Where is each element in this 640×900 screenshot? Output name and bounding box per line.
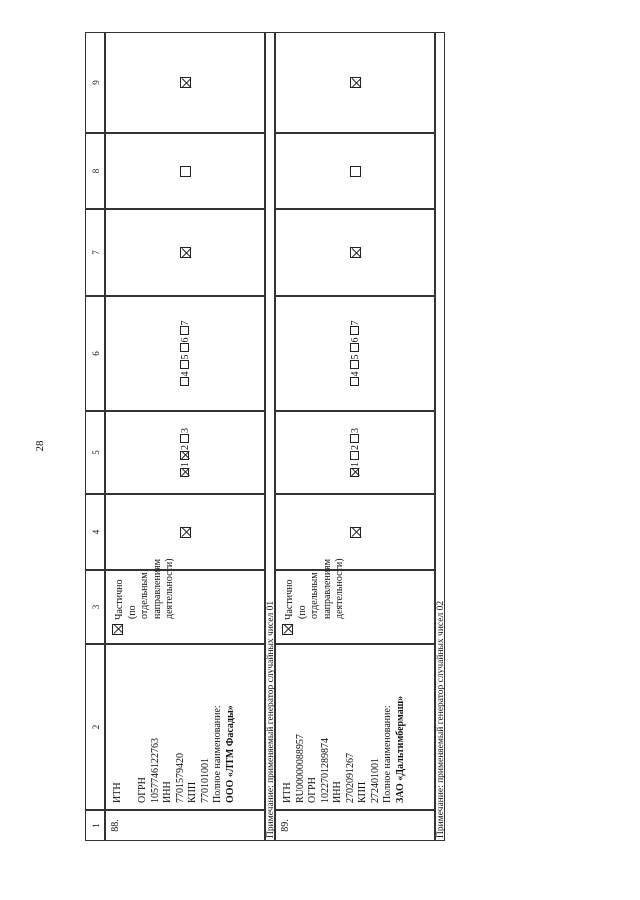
organization-info-line: ИНН — [162, 781, 173, 803]
checkbox-unchecked — [350, 344, 359, 353]
checkbox-checked — [180, 451, 189, 460]
option-label: 4 — [349, 371, 361, 377]
scope-status-detail: (по — [126, 605, 138, 619]
column-5-cell — [105, 411, 265, 494]
column-header-8: 8 — [85, 133, 105, 209]
checkbox-unchecked — [350, 166, 361, 177]
checkbox-checked — [350, 527, 361, 538]
page-number: 28 — [34, 440, 46, 452]
option-3 — [350, 428, 361, 443]
column-header-4: 4 — [85, 494, 105, 570]
column-header-3: 3 — [85, 570, 105, 644]
column-7-cell — [105, 209, 265, 296]
scope-status-line — [112, 575, 127, 635]
organization-info-line: ОГРН — [307, 777, 318, 803]
organization-info-cell — [275, 644, 435, 810]
scope-status-cell — [275, 558, 435, 644]
scope-status-detail: деятельности) — [164, 558, 175, 619]
option-label: 1 — [179, 462, 191, 467]
column-header-1: 1 — [85, 810, 105, 841]
option-label: 6 — [349, 337, 361, 343]
row-number-cell — [275, 810, 435, 841]
option-7 — [180, 321, 191, 336]
column-8-cell — [105, 133, 265, 209]
checkbox-unchecked — [350, 434, 359, 443]
organization-info-line: ИТН — [112, 782, 123, 803]
checkbox-unchecked — [180, 327, 189, 336]
checkbox-unchecked — [180, 434, 189, 443]
organization-info-line: 1057746122763 — [149, 738, 161, 803]
row-number: 89. — [280, 819, 291, 832]
option-6 — [180, 338, 191, 353]
organization-info-line: 770101001 — [199, 758, 211, 803]
checkbox-unchecked — [180, 378, 189, 387]
column-header-7: 7 — [85, 209, 105, 296]
organization-info-line: КПП — [357, 781, 368, 803]
option-label: 2 — [179, 445, 191, 450]
scope-status-detail: (по — [296, 605, 308, 619]
option-label: 3 — [349, 428, 361, 433]
column-8-cell — [275, 133, 435, 209]
organization-info-line: Полное наименование: — [212, 705, 223, 803]
checkbox-checked — [112, 624, 123, 635]
row-note: Примечание: применяемый генератор случайных чисел 01 — [265, 32, 275, 841]
checkbox-unchecked — [350, 327, 359, 336]
organization-info-line: ОГРН — [137, 777, 148, 803]
scope-status-cell — [105, 558, 265, 644]
option-label: 7 — [179, 320, 191, 326]
scope-status-detail: отдельным — [309, 572, 320, 619]
checkbox-unchecked — [350, 378, 359, 387]
option-3 — [180, 428, 191, 443]
checkbox-checked — [180, 527, 191, 538]
option-label: 3 — [179, 428, 191, 433]
option-1 — [350, 462, 361, 477]
option-label: 5 — [349, 354, 361, 360]
option-label: 5 — [179, 354, 191, 360]
registry-table-body — [85, 32, 465, 841]
column-9-cell — [275, 32, 435, 133]
option-1 — [180, 462, 191, 477]
checkbox-checked — [350, 248, 361, 259]
checkbox-checked — [180, 468, 189, 477]
option-2 — [350, 445, 361, 460]
column-header-9: 9 — [85, 32, 105, 133]
scope-status-label: Частично — [284, 579, 295, 620]
column-7-cell — [275, 209, 435, 296]
option-4 — [350, 372, 361, 387]
option-label: 1 — [349, 462, 361, 467]
column-9-cell — [105, 32, 265, 133]
organization-info-line: ИНН — [332, 781, 343, 803]
option-6 — [350, 338, 361, 353]
organization-info-line — [125, 649, 138, 803]
organization-name: ЗАО «Дальтимбермаш» — [394, 695, 406, 803]
scope-status-detail: отдельным — [139, 572, 150, 619]
column-header-2: 2 — [85, 644, 105, 810]
column-4-cell — [275, 494, 435, 570]
checkbox-unchecked — [180, 344, 189, 353]
scope-status-detail: направлениям — [321, 558, 333, 619]
column-header-5: 5 — [85, 411, 105, 494]
option-5 — [350, 355, 361, 370]
column-header-6: 6 — [85, 296, 105, 411]
checkbox-checked — [350, 78, 361, 89]
organization-info-cell — [105, 644, 265, 810]
option-5 — [180, 355, 191, 370]
checkbox-checked — [350, 468, 359, 477]
checkbox-checked — [282, 624, 293, 635]
scope-status-detail: направлениям — [151, 558, 163, 619]
option-2 — [180, 445, 191, 460]
registry-table — [85, 32, 465, 841]
organization-info-line: 1022701289874 — [319, 738, 331, 803]
scope-status-line — [282, 575, 297, 635]
checkbox-unchecked — [180, 166, 191, 177]
checkbox-unchecked — [350, 451, 359, 460]
row-number-cell — [105, 810, 265, 841]
option-7 — [350, 321, 361, 336]
checkbox-checked — [180, 78, 191, 89]
scope-status-label: Частично — [114, 579, 125, 620]
row-number: 88. — [110, 819, 121, 832]
checkbox-checked — [180, 248, 191, 259]
column-6-cell — [275, 296, 435, 411]
organization-info-line: RU00000088957 — [294, 734, 306, 803]
organization-name: ООО «ЛТМ Фасады» — [224, 705, 236, 803]
organization-info-line: Полное наименование: — [382, 705, 393, 803]
scope-status-detail: деятельности) — [334, 558, 345, 619]
option-label: 7 — [349, 320, 361, 326]
option-label: 4 — [179, 371, 191, 377]
organization-info-line: КПП — [187, 781, 198, 803]
column-4-cell — [105, 494, 265, 570]
option-label: 6 — [179, 337, 191, 343]
option-label: 2 — [349, 445, 361, 450]
organization-info-line: 272401001 — [369, 758, 381, 803]
organization-info-line: ИТН — [282, 782, 293, 803]
checkbox-unchecked — [350, 361, 359, 370]
checkbox-unchecked — [180, 361, 189, 370]
column-6-cell — [105, 296, 265, 411]
column-5-cell — [275, 411, 435, 494]
row-note: Примечание: применяемый генератор случайных чисел 02 — [435, 32, 445, 841]
organization-info-line: 7701579420 — [174, 753, 186, 803]
organization-info-line: 2702091267 — [344, 753, 356, 803]
option-4 — [180, 372, 191, 387]
